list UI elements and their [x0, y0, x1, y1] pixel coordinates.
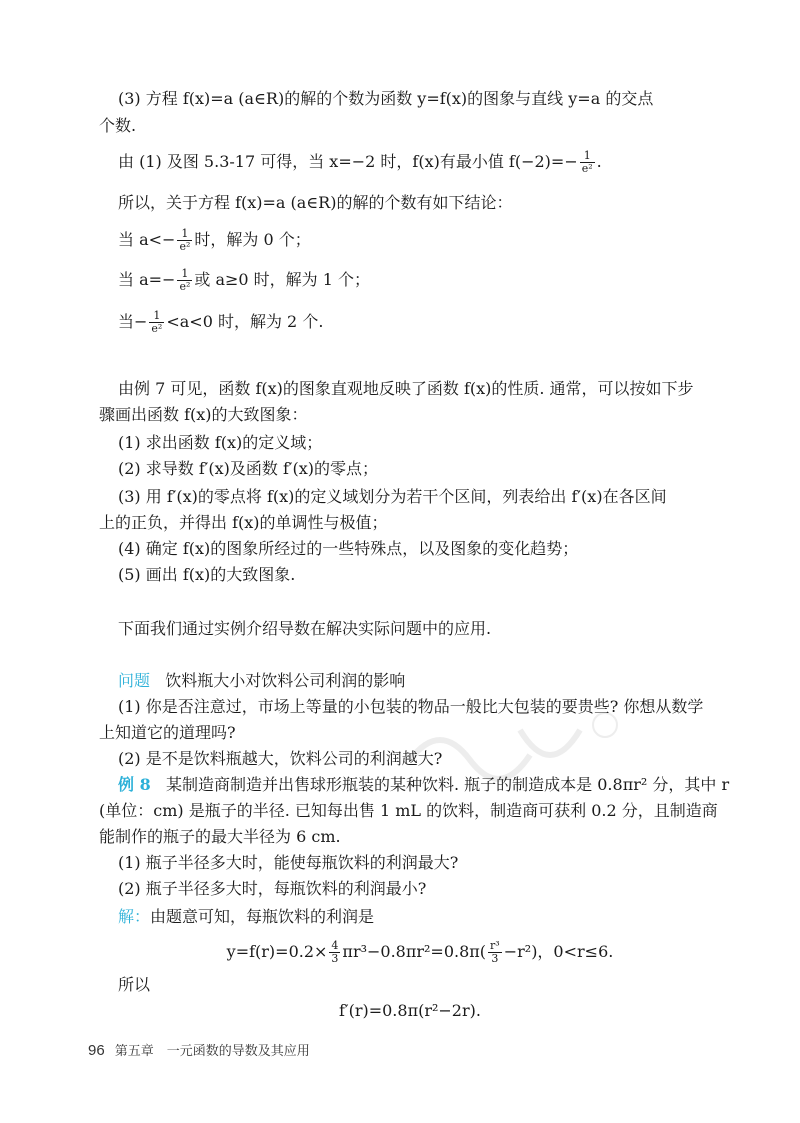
problem-tag: 问题	[118, 671, 151, 690]
example8-line3: 能制作的瓶子的最大半径为 6 cm.	[99, 827, 341, 846]
step-3-line2: 上的正负，并得出 f(x)的单调性与极值；	[99, 513, 388, 532]
step-1: (1) 求出函数 f(x)的定义域；	[118, 433, 323, 452]
part3-line2: 个数.	[99, 116, 137, 135]
fraction-1-over-e2: $\frac{1}{\text{e²}}$	[179, 227, 191, 253]
solution-tag: 解：	[118, 907, 151, 926]
fraction-4-over-3: $\frac{4}{3}$	[331, 939, 339, 965]
page-footer	[88, 1040, 310, 1059]
step-4: (4) 确定 f(x)的图象所经过的一些特殊点，以及图象的变化趋势；	[118, 539, 579, 558]
fraction-1-over-e2: $\frac{1}{\text{e²}}$	[179, 267, 191, 293]
problem-q1-line1: (1) 你是否注意过，市场上等量的小包装的物品一般比大包装的要贵些? 你想从数学	[118, 697, 704, 716]
transition-text: 下面我们通过实例介绍导数在解决实际问题中的应用.	[118, 619, 492, 638]
example8-question2: (2) 瓶子半径多大时，每瓶饮料的利润最小?	[118, 879, 427, 898]
case-one-solution: 当 a=− $\frac{1}{\text{e²}}$ 或 a≥0 时，解为 1 个；	[118, 267, 371, 293]
min-value-text: 由 (1) 及图 5.3-17 可得，当 x=−2 时，f(x)有最小值 f(−2)=−	[118, 152, 578, 171]
part3-line1: (3) 方程 f(x)=a (a∈R)的解的个数为函数 y=f(x)的图象与直线 y=a 的交点	[118, 89, 654, 108]
case-zero-solutions: 当 a<− $\frac{1}{\text{e²}}$ 时，解为 0 个；	[118, 227, 311, 253]
derivative-equation: f′(r)=0.8π(r²−2r).	[339, 1001, 481, 1020]
page-number: 96	[88, 1042, 105, 1059]
profit-equation: y=f(r)=0.2× $\frac{4}{3}$ πr³−0.8πr²=0.8π( $\frac{\text{r³}}{3}$ −r²)，0<r≤6.	[226, 939, 614, 965]
example8-line1: 例 8 某制造商制造并出售球形瓶装的某种饮料. 瓶子的制造成本是 0.8πr² 分，其中 r	[118, 775, 730, 794]
problem-title: 饮料瓶大小对饮料公司利润的影响	[165, 671, 406, 690]
problem-heading	[118, 670, 405, 692]
part3-min-value-line: 由 (1) 及图 5.3-17 可得，当 x=−2 时，f(x)有最小值 f(−2)=− $\frac{1}{\text{e²}}$ .	[118, 149, 602, 175]
problem-q1-line2: 上知道它的道理吗?	[99, 723, 236, 742]
problem-q2: (2) 是不是饮料瓶越大，饮料公司的利润越大?	[118, 749, 443, 768]
example8-line2: (单位：cm) 是瓶子的半径. 已知每出售 1 mL 的饮料，制造商可获利 0.2 分，且制造商	[99, 801, 718, 820]
chapter-title: 第五章 一元函数的导数及其应用	[114, 1044, 310, 1059]
example8-tag: 例 8	[118, 775, 151, 794]
fraction-r3-over-3: $\frac{\text{r³}}{3}$	[490, 939, 500, 965]
summary-intro-line2: 骤画出函数 f(x)的大致图象：	[99, 405, 308, 424]
step-2: (2) 求导数 f′(x)及函数 f′(x)的零点；	[118, 459, 379, 478]
solution-therefore: 所以	[118, 975, 151, 994]
summary-intro-line1: 由例 7 可见，函数 f(x)的图象直观地反映了函数 f(x)的性质. 通常，可以按如下步	[118, 379, 694, 398]
case-two-solutions: 当− $\frac{1}{\text{e²}}$ <a<0 时，解为 2 个.	[118, 309, 324, 335]
solution-intro: 解：由题意可知，每瓶饮料的利润是	[118, 907, 375, 926]
step-5: (5) 画出 f(x)的大致图象.	[118, 565, 296, 584]
example8-question1: (1) 瓶子半径多大时，能使每瓶饮料的利润最大?	[118, 853, 459, 872]
part3-conclusion-intro: 所以，关于方程 f(x)=a (a∈R)的解的个数有如下结论：	[118, 193, 513, 212]
fraction-1-over-e2: $\frac{1}{\text{e²}}$	[581, 149, 593, 175]
step-3-line1: (3) 用 f′(x)的零点将 f(x)的定义域划分为若干个区间，列表给出 f′(x)在各区间	[118, 487, 667, 506]
fraction-1-over-e2: $\frac{1}{\text{e²}}$	[151, 309, 163, 335]
